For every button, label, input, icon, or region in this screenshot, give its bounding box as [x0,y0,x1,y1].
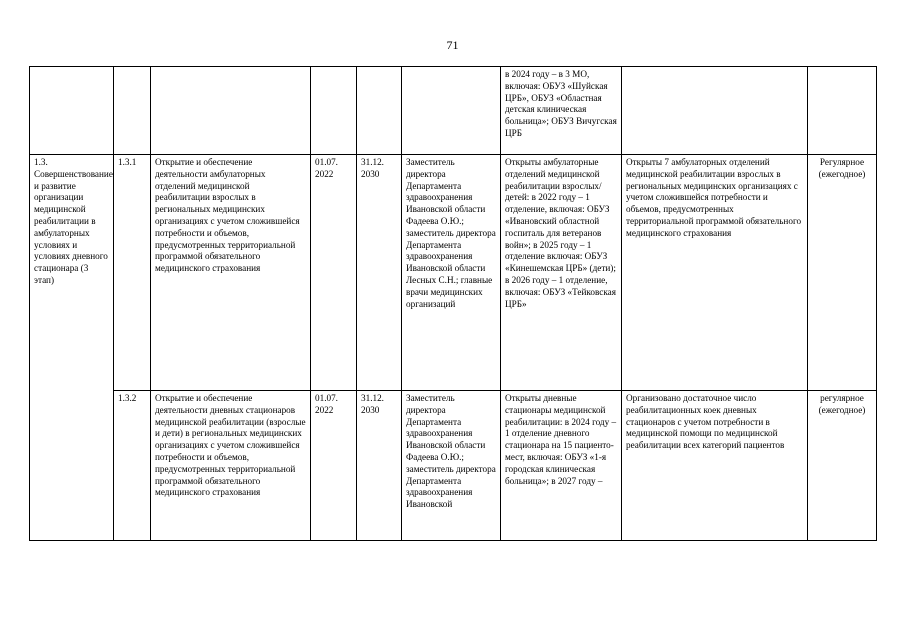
cell-end-date [357,67,402,155]
cell-sub-number: 1.3.1 [114,155,151,391]
cell-result: Открыты 7 амбулаторных отделений медицинской реабилитации взрослых в региональных медицинских организациях с учетом сложившейся потребности и объемов, предусмотренных территориальной программой обязательного медицинского страхования [622,155,808,391]
table-row [30,67,877,155]
table-row [30,155,877,391]
cell-indicator: Открыты амбулаторные отделений медицинской реабилитации взрослых/детей: в 2022 году – 1 отделение, включая: ОБУЗ «Ивановский областной госпиталь для ветеранов войн»; в 2025 году – 1 отделение включая: ОБУЗ «Кинешемская ЦРБ» (дети); в 2026 году – 1 отделение, включая: ОБУЗ «Тейковская ЦРБ» [501,155,622,391]
cell-number: 1.3. Совершенствование и развитие организации медицинской реабилитации в амбулаторных условиях и условиях дневного стационара (3 этап) [30,155,114,541]
cell-responsible: Заместитель директора Департамента здравоохранения Ивановской области Фадеева О.Ю.; заместитель директора Департамента здравоохранения Ивановской области Лесных С.Н.; главные врачи медицинских организаций [402,155,501,391]
cell-start-date [311,67,357,155]
cell-start-date: 01.07. 2022 [311,391,357,541]
page-number: 71 [446,38,459,52]
cell-frequency [808,67,877,155]
cell-start-date: 01.07. 2022 [311,155,357,391]
cell-frequency: регулярное (ежегодное) [808,391,877,541]
cell-indicator: Открыты дневные стационары медицинской реабилитации: в 2024 году – 1 отделение дневного стационара на 15 пациенто-мест, включая: ОБУЗ «1-я городская клиническая больница»; в 2027 году – [501,391,622,541]
cell-end-date: 31.12. 2030 [357,155,402,391]
cell-responsible [402,67,501,155]
plan-table [29,66,877,541]
cell-indicator: в 2024 году – в 3 МО, включая: ОБУЗ «Шуйская ЦРБ», ОБУЗ «Областная детская клиническая больница»; ОБУЗ Вичугская ЦРБ [501,67,622,155]
cell-result: Организовано достаточное число реабилитационных коек дневных стационаров с учетом потребности в медицинской помощи по медицинской реабилитации всех категорий пациентов [622,391,808,541]
cell-sub-number [114,67,151,155]
cell-result [622,67,808,155]
cell-activity: Открытие и обеспечение деятельности дневных стационаров медицинской реабилитации (взрослые и дети) в региональных медицинских организациях с учетом сложившейся потребности и объемов, предусмотренных территориальной программой обязательного медицинского страхования [151,391,311,541]
cell-end-date: 31.12. 2030 [357,391,402,541]
cell-frequency: Регулярное (ежегодное) [808,155,877,391]
cell-responsible: Заместитель директора Департамента здравоохранения Ивановской области Фадеева О.Ю.; заместитель директора Департамента здравоохранения Ивановской [402,391,501,541]
cell-activity [151,67,311,155]
cell-activity: Открытие и обеспечение деятельности амбулаторных отделений медицинской реабилитации взрослых в региональных медицинских организациях с учетом сложившейся потребности и объемов, предусмотренных территориальной программой обязательного медицинского страхования [151,155,311,391]
cell-number [30,67,114,155]
cell-sub-number: 1.3.2 [114,391,151,541]
table-row [30,391,877,541]
